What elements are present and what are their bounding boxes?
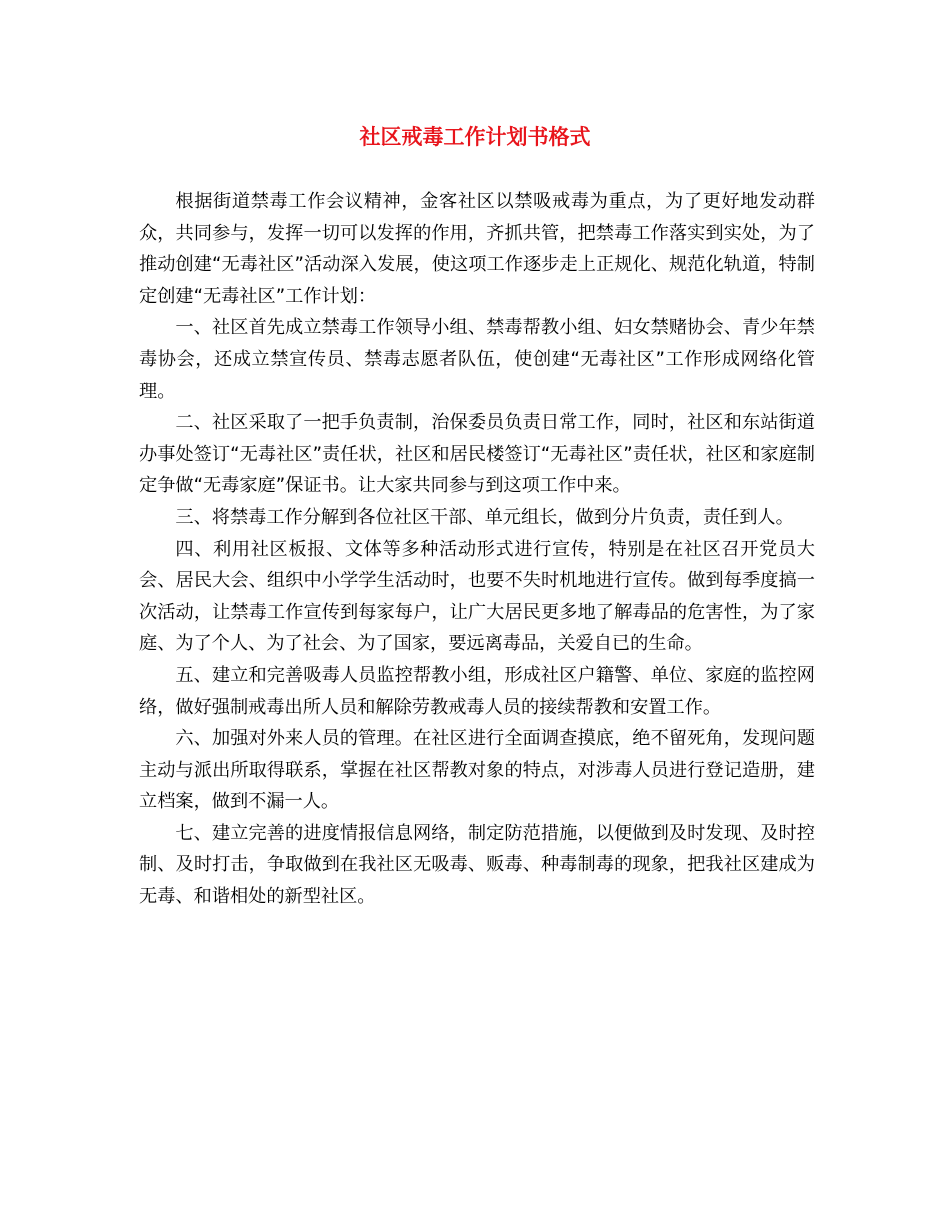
paragraph-item-4: 四、利用社区板报、文体等多种活动形式进行宣传，特别是在社区召开党员大会、居民大会、组织中小学学生活动时，也要不失时机地进行宣传。做到每季度搞一次活动，让禁毒工作宣传到每家每户，让广大居民更多地了解毒品的危害性，为了家庭、为了个人、为了社会、为了国家，要远离毒品，关爱自已的生命。 <box>139 538 815 655</box>
paragraph-item-1: 一、社区首先成立禁毒工作领导小组、禁毒帮教小组、妇女禁赌协会、青少年禁毒协会，还成立禁宣传员、禁毒志愿者队伍，使创建“无毒社区”工作形成网络化管理。 <box>139 317 815 402</box>
paragraph-item-3: 三、将禁毒工作分解到各位社区干部、单元组长，做到分片负责，责任到人。 <box>175 506 794 528</box>
paragraph-item-5: 五、建立和完善吸毒人员监控帮教小组，形成社区户籍警、单位、家庭的监控网络，做好强制戒毒出所人员和解除劳教戒毒人员的接续帮教和安置工作。 <box>139 664 815 718</box>
paragraph-item-7: 七、建立完善的进度情报信息网络，制定防范措施，以便做到及时发现、及时控制、及时打击，争取做到在我社区无吸毒、贩毒、种毒制毒的现象，把我社区建成为无毒、和谐相处的新型社区。 <box>139 822 815 908</box>
paragraph-item-2: 二、社区采取了一把手负责制，治保委员负责日常工作，同时，社区和东站街道办事处签订“无毒社区”责任状，社区和居民楼签订“无毒社区”责任状，社区和家庭制定争做“无毒家庭”保证书。让大家共同参与到这项工作中来。 <box>139 412 815 497</box>
document-title: 社区戒毒工作计划书格式 <box>359 124 591 149</box>
paragraph-item-6: 六、加强对外来人员的管理。在社区进行全面调查摸底，绝不留死角，发现问题主动与派出所取得联系，掌握在社区帮教对象的特点，对涉毒人员进行登记造册，建立档案，做到不漏一人。 <box>139 728 815 813</box>
document-body <box>139 186 815 913</box>
paragraph-intro: 根据街道禁毒工作会议精神，金客社区以禁吸戒毒为重点，为了更好地发动群众，共同参与，发挥一切可以发挥的作用，齐抓共管，把禁毒工作落实到实处，为了推动创建“无毒社区”活动深入发展，使这项工作逐步走上正规化、规范化轨道，特制定创建“无毒社区”工作计划： <box>139 191 815 307</box>
